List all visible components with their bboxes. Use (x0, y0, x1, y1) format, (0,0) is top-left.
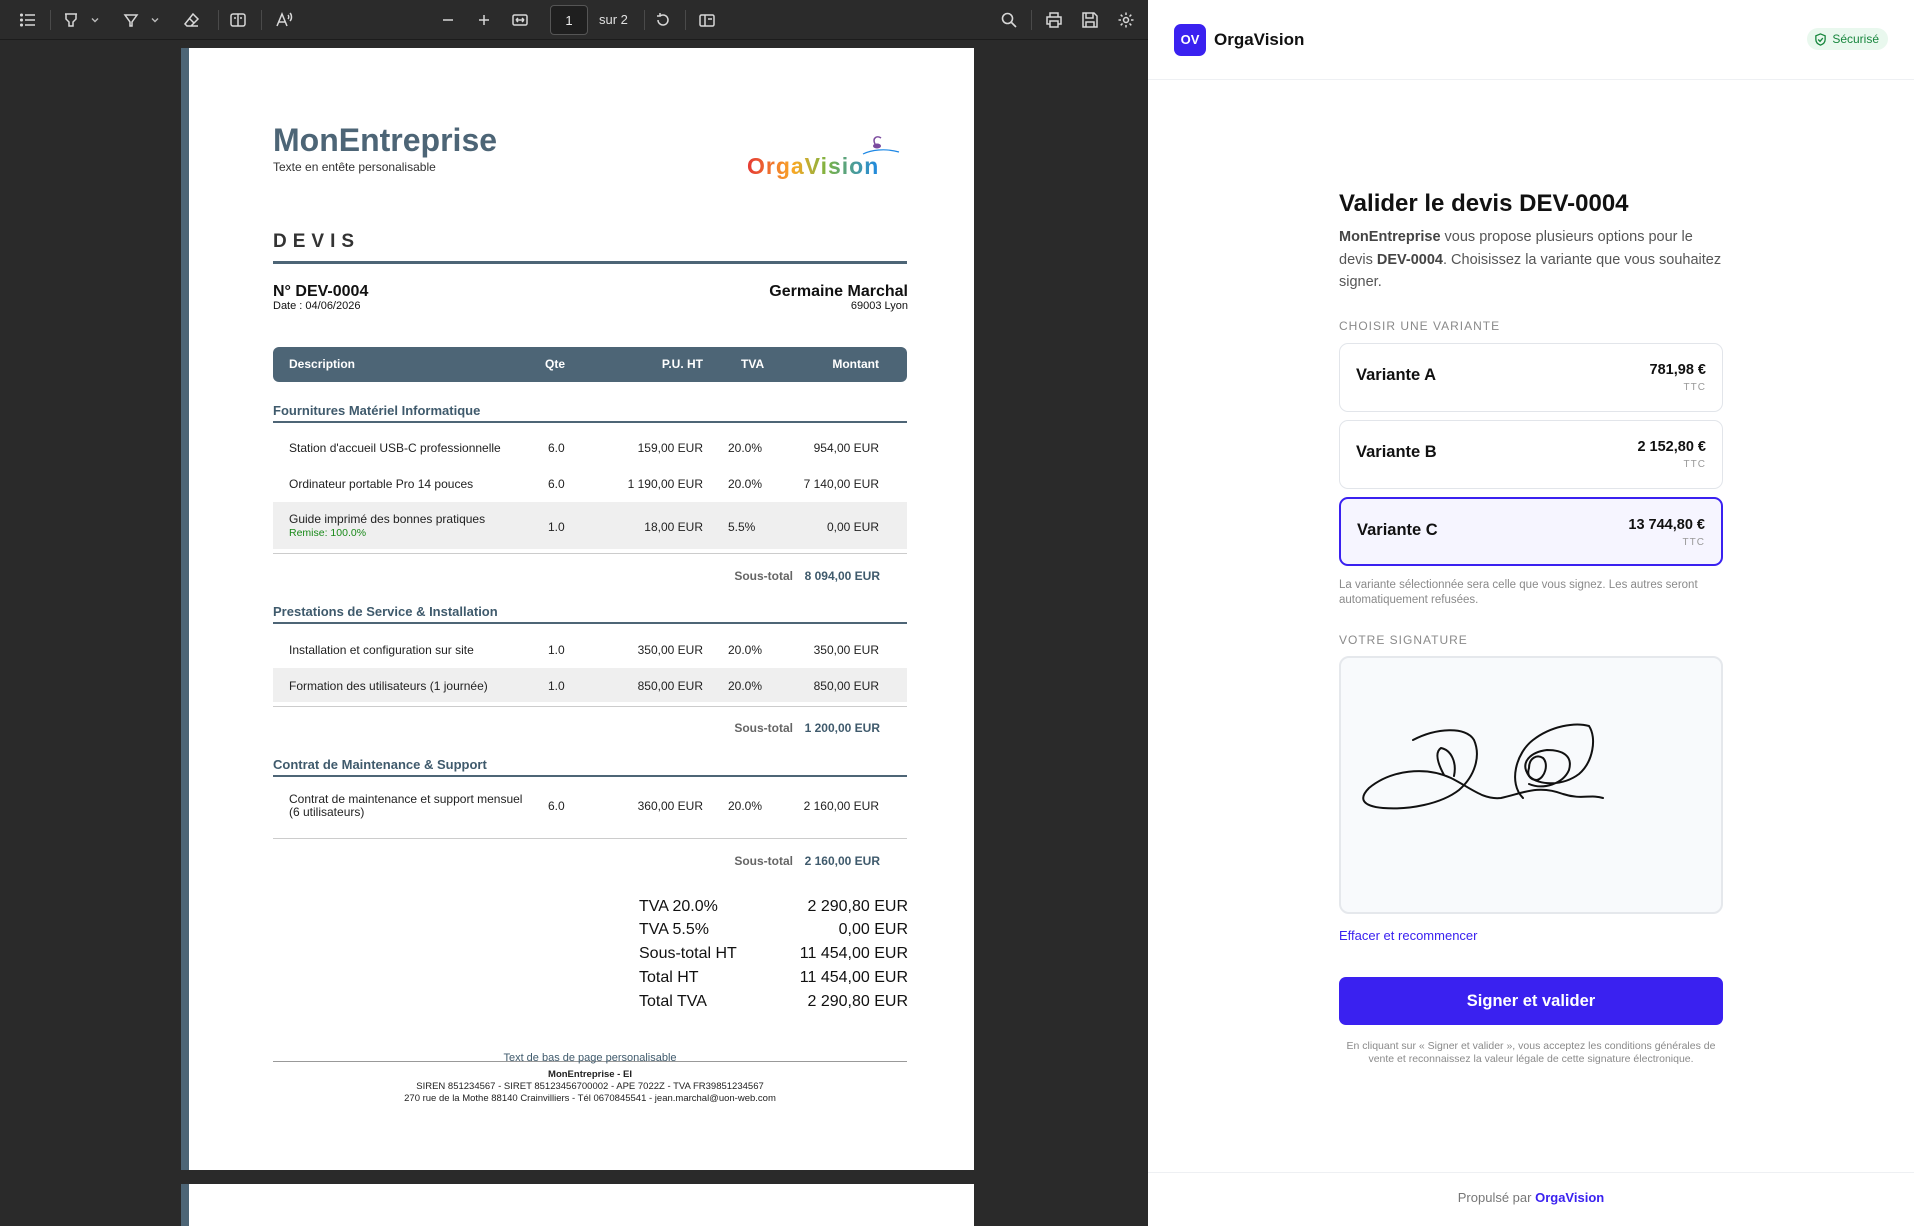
zoom-in-icon[interactable] (475, 9, 493, 31)
section-title: Fournitures Matériel Informatique (273, 403, 907, 423)
column-header: Montant (832, 357, 879, 371)
subtotal-label: Sous-total (734, 569, 793, 583)
signature-section-label: VOTRE SIGNATURE (1339, 633, 1468, 647)
panel-header (1148, 0, 1914, 80)
column-header: Description (289, 357, 356, 371)
divider (273, 706, 907, 707)
subtotal-value: 8 094,00 EUR (804, 569, 880, 583)
divider (50, 10, 51, 30)
table-row: Station d'accueil USB-C professionnelle 6.0 159,00 EUR 20.0% 954,00 EUR (289, 441, 879, 455)
panel-footer: Propulsé par OrgaVision (1148, 1172, 1914, 1226)
total-label: TVA 5.5% (639, 921, 709, 938)
total-label: TVA 20.0% (639, 898, 718, 915)
company-name: MonEntreprise (273, 122, 498, 158)
variant-tax-label: TTC (1683, 459, 1706, 470)
table-row: Formation des utilisateurs (1 journée) 1.0 850,00 EUR 20.0% 850,00 EUR (273, 668, 907, 702)
read-aloud-icon[interactable] (275, 9, 293, 31)
variant-price: 2 152,80 € (1637, 439, 1706, 455)
table-row: Installation et configuration sur site 1.0 350,00 EUR 20.0% 350,00 EUR (289, 643, 879, 657)
footer-company: MonEntreprise - EI (548, 1069, 632, 1080)
rotate-icon[interactable] (654, 9, 672, 31)
subtotal-value: 2 160,00 EUR (804, 854, 880, 868)
header-tagline: Texte en entête personalisable (273, 160, 436, 174)
client-city: 69003 Lyon (850, 300, 908, 312)
section-title: Prestations de Service & Installation (273, 604, 907, 624)
divider (644, 10, 645, 30)
signature-pad[interactable] (1339, 656, 1723, 914)
divider (273, 553, 907, 554)
variant-name: Variante C (1357, 521, 1438, 539)
settings-gear-icon[interactable] (1117, 9, 1135, 31)
quote-number: N° DEV-0004 (273, 283, 369, 300)
table-row: Guide imprimé des bonnes pratiques Remise: 100.0% 1.0 18,00 EUR 5.5% 0,00 EUR (273, 502, 907, 549)
variant-option-a[interactable] (1339, 343, 1723, 412)
save-icon[interactable] (1081, 9, 1099, 31)
variant-tax-label: TTC (1682, 537, 1705, 548)
total-value: 2 290,80 EUR (807, 898, 908, 915)
subtotal-label: Sous-total (734, 721, 793, 735)
fit-page-icon[interactable] (511, 9, 529, 31)
table-row: Contrat de maintenance et support mensuel (6 utilisateurs) 6.0 360,00 EUR 20.0% 2 160,00 EUR (289, 792, 879, 819)
chevron-down-icon[interactable] (90, 9, 100, 31)
variant-name: Variante A (1356, 366, 1437, 384)
divider (273, 838, 907, 839)
brand-name: OrgaVision (1214, 30, 1305, 49)
divider (273, 261, 907, 264)
total-value: 11 454,00 EUR (799, 969, 908, 986)
secure-badge (1807, 28, 1888, 50)
variant-price: 13 744,80 € (1628, 517, 1705, 533)
total-label: Total HT (639, 969, 699, 986)
document-type-title: DEVIS (273, 231, 361, 252)
page-title: Valider le devis DEV-0004 (1339, 190, 1629, 217)
variant-tax-label: TTC (1683, 382, 1706, 393)
discount-note: Remise: 100.0% (289, 527, 367, 539)
divider (261, 10, 262, 30)
page-view-icon[interactable] (698, 9, 716, 31)
svg-text:OrgaVision: OrgaVision (747, 153, 880, 179)
highlight-icon[interactable] (62, 9, 80, 31)
quote-date: Date : 04/06/2026 (273, 300, 361, 312)
total-value: 2 290,80 EUR (807, 993, 908, 1010)
total-value: 0,00 EUR (838, 921, 908, 938)
variant-price: 781,98 € (1649, 362, 1706, 378)
intro-text: MonEntreprise vous propose plusieurs options pour le devis DEV-0004. Choisissez la variante que vous souhaitez signer. (1339, 229, 1722, 290)
variant-note: La variante sélectionnée sera celle que vous signez. Les autres seront automatiquement refusées. (1339, 579, 1698, 606)
pdf-page (181, 48, 974, 1170)
signature-stroke (1341, 658, 1721, 912)
variant-option-b[interactable] (1339, 420, 1723, 489)
zoom-out-icon[interactable] (439, 9, 457, 31)
section-title: Contrat de Maintenance & Support (273, 757, 907, 777)
search-icon[interactable] (1000, 9, 1018, 31)
sign-and-validate-button[interactable]: Signer et valider (1339, 977, 1723, 1025)
signature-panel (1148, 0, 1914, 1226)
client-name: Germaine Marchal (769, 283, 908, 300)
footer-brand-link[interactable]: OrgaVision (1535, 1190, 1605, 1205)
variant-section-label: CHOISIR UNE VARIANTE (1339, 319, 1501, 333)
column-header: TVA (741, 357, 765, 371)
footer-custom-text: Text de bas de page personalisable (503, 1052, 677, 1064)
divider (218, 10, 219, 30)
print-icon[interactable] (1045, 9, 1063, 31)
orgavision-logo (745, 130, 905, 180)
variant-name: Variante B (1356, 443, 1437, 461)
page-total: sur 2 (599, 12, 628, 27)
pdf-page (181, 1184, 974, 1226)
secure-label: Sécurisé (1832, 32, 1879, 46)
page-number-input[interactable] (550, 5, 588, 35)
total-value: 11 454,00 EUR (799, 945, 908, 962)
divider (1031, 10, 1032, 30)
total-label: Total TVA (639, 993, 707, 1010)
column-header: P.U. HT (661, 357, 703, 371)
column-header: Qte (545, 357, 566, 371)
legal-notice: En cliquant sur « Signer et valider », vous acceptez les conditions générales de vente et reconnaissez la valeur légale de cette signature électronique. (1346, 1040, 1716, 1065)
brand-logo: OV (1174, 24, 1206, 56)
table-row: Ordinateur portable Pro 14 pouces 6.0 1 190,00 EUR 20.0% 7 140,00 EUR (289, 477, 879, 491)
viewer-toolbar (0, 0, 1148, 40)
subtotal-value: 1 200,00 EUR (804, 721, 880, 735)
footer-address: 270 rue de la Mothe 88140 Crainvilliers - Tél 0670845541 - jean.marchal@uon-web.com (404, 1093, 776, 1104)
clear-signature-link[interactable]: Effacer et recommencer (1339, 928, 1478, 943)
variant-option-c[interactable] (1339, 497, 1723, 566)
subtotal-label: Sous-total (734, 854, 793, 868)
table-header (273, 347, 907, 382)
eraser-icon[interactable] (183, 9, 201, 31)
divider (685, 10, 686, 30)
chevron-down-icon[interactable] (150, 9, 160, 31)
footer-ids: SIREN 851234567 - SIRET 85123456700002 - APE 7022Z - TVA FR39851234567 (416, 1081, 764, 1092)
total-label: Sous-total HT (639, 945, 737, 962)
outline-icon[interactable] (19, 9, 37, 31)
draw-icon[interactable] (122, 9, 140, 31)
shield-check-icon (1814, 33, 1827, 46)
text-box-icon[interactable] (229, 9, 247, 31)
document-scroll-area[interactable] (0, 40, 1148, 1226)
